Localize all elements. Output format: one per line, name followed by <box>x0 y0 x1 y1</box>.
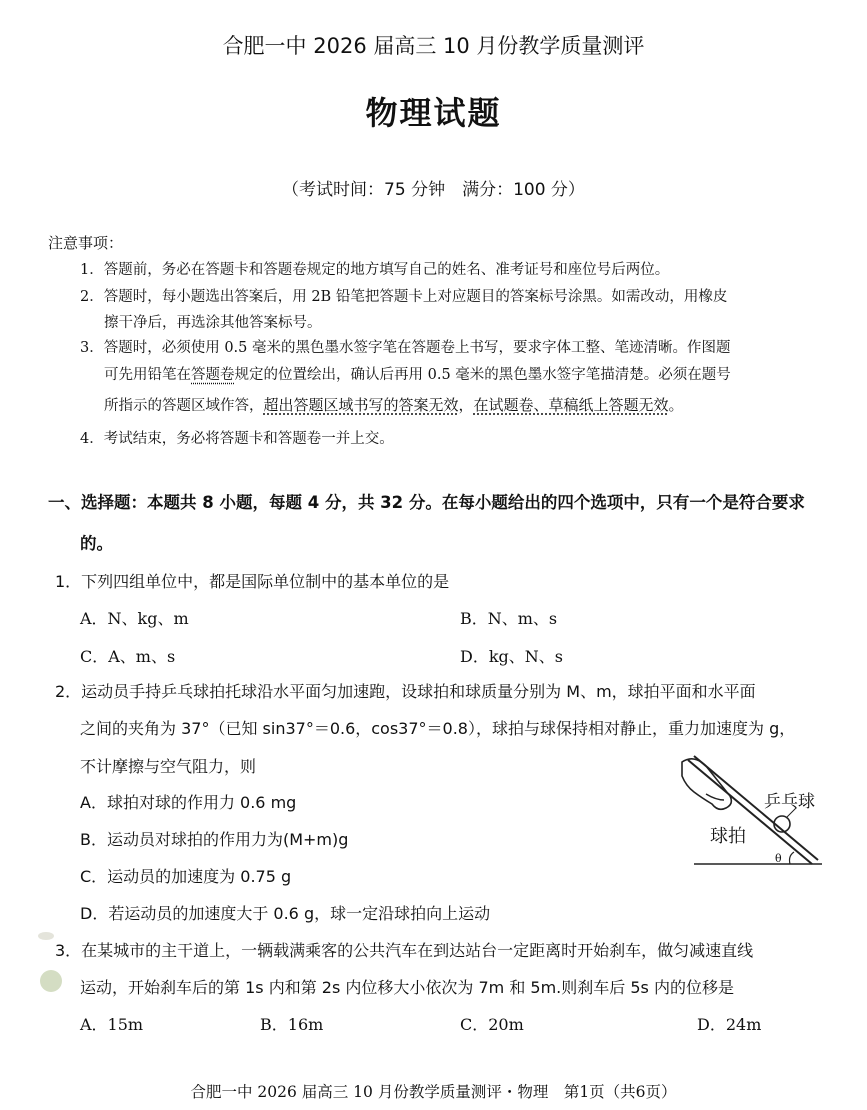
notice-item-2-line-1: 2．答题时，每小题选出答案后，用 2B 铅笔把答题卡上对应题目的答案标号涂黑。如需改动，用橡皮 <box>80 289 728 305</box>
paddle-figure <box>672 752 852 872</box>
ball-label: 乒乓球 <box>764 792 815 812</box>
notice-emphasis-draft-invalid: 在试题卷、草稿纸上答题无效 <box>473 396 669 414</box>
question-2-option-c: C．运动员的加速度为 0.75 g <box>80 867 292 886</box>
question-2-line-3: 不计摩擦与空气阻力，则 <box>80 757 257 776</box>
section-1-heading: 一、选择题：本题共 8 小题，每题 4 分，共 32 分。在每小题给出的四个选项中，只有一个是符合要求 <box>48 493 805 512</box>
notice-item-3-line-2-part-a: 可先用铅笔在 <box>104 367 191 383</box>
notice-item-3-line-3-comma: ， <box>458 396 474 414</box>
exam-info: （考试时间：75 分钟 满分：100 分） <box>282 180 585 200</box>
notice-item-2-line-2: 擦干净后，再选涂其他答案标号。 <box>104 315 322 331</box>
question-3-option-b: B．16m <box>260 1015 324 1034</box>
question-2-line-2: 之间的夹角为 37°（已知 sin37°＝0.6，cos37°＝0.8），球拍与球保持相对静止，重力加速度为 g， <box>80 719 796 738</box>
question-2-option-d: D．若运动员的加速度大于 0.6 g，球一定沿球拍向上运动 <box>80 904 491 923</box>
question-2-option-a: A．球拍对球的作用力 0.6 mg <box>80 793 297 812</box>
notice-heading: 注意事项： <box>48 234 124 252</box>
question-3-option-d: D．24m <box>697 1015 762 1034</box>
question-1-option-d: D．kg、N、s <box>460 647 563 666</box>
paddle-label: 球拍 <box>710 826 746 847</box>
question-1-stem: 1．下列四组单位中，都是国际单位制中的基本单位的是 <box>55 572 450 591</box>
scan-smudge <box>40 970 62 992</box>
notice-emphasis-answer-sheet: 答题卷 <box>191 367 235 383</box>
angle-label: θ <box>775 852 782 865</box>
question-2-line-1: 2．运动员手持乒乓球拍托球沿水平面匀加速跑，设球拍和球质量分别为 M、m，球拍平面和水平面 <box>55 682 756 701</box>
notice-item-3-line-3-part-a: 所指示的答题区域作答， <box>104 398 264 414</box>
paddle-edge-top <box>688 760 812 864</box>
notice-item-3-line-2-part-c: 规定的位置绘出，确认后再用 0.5 毫米的黑色墨水签字笔描清楚。必须在题号 <box>234 367 731 383</box>
question-1-option-b: B．N、m、s <box>460 609 558 628</box>
angle-arc <box>790 852 795 864</box>
notice-item-3-line-2 <box>104 363 731 384</box>
question-1-option-a: A．N、kg、m <box>80 609 189 628</box>
hand-finger-line <box>706 794 724 800</box>
page-footer: 合肥一中 2026 届高三 10 月份教学质量测评・物理 第1页（共6页） <box>190 1083 677 1101</box>
exam-header-title: 合肥一中 2026 届高三 10 月份教学质量测评 <box>222 34 645 58</box>
question-2-option-b: B．运动员对球拍的作用力为(M+m)g <box>80 830 349 849</box>
question-1-option-c: C．A、m、s <box>80 647 176 666</box>
notice-item-1: 1．答题前，务必在答题卡和答题卷规定的地方填写自己的姓名、准考证号和座位号后两位。 <box>80 262 670 278</box>
section-1-heading-cont: 的。 <box>80 534 113 553</box>
notice-item-3-line-3 <box>104 394 684 415</box>
question-3-option-a: A．15m <box>80 1015 144 1034</box>
notice-item-3-line-3-period: 。 <box>668 396 684 414</box>
notice-emphasis-out-of-area: 超出答题区域书写的答案无效 <box>263 396 459 414</box>
scan-smudge-small <box>38 932 54 940</box>
notice-item-4: 4．考试结束，务必将答题卡和答题卷一并上交。 <box>80 431 394 447</box>
paddle-diagram <box>672 752 852 872</box>
question-3-line-2: 运动，开始刹车后的第 1s 内和第 2s 内位移大小依次为 7m 和 5m.则刹车后 5s 内的位移是 <box>80 978 734 997</box>
subject-title: 物理试题 <box>365 94 502 132</box>
question-3-line-1: 3．在某城市的主干道上，一辆载满乘客的公共汽车在到达站台一定距离时开始刹车，做匀减速直线 <box>55 941 754 960</box>
notice-item-3-line-1: 3．答题时，必须使用 0.5 毫米的黑色墨水签字笔在答题卷上书写，要求字体工整、笔迹清晰。作图题 <box>80 340 731 356</box>
question-3-option-c: C．20m <box>460 1015 524 1034</box>
